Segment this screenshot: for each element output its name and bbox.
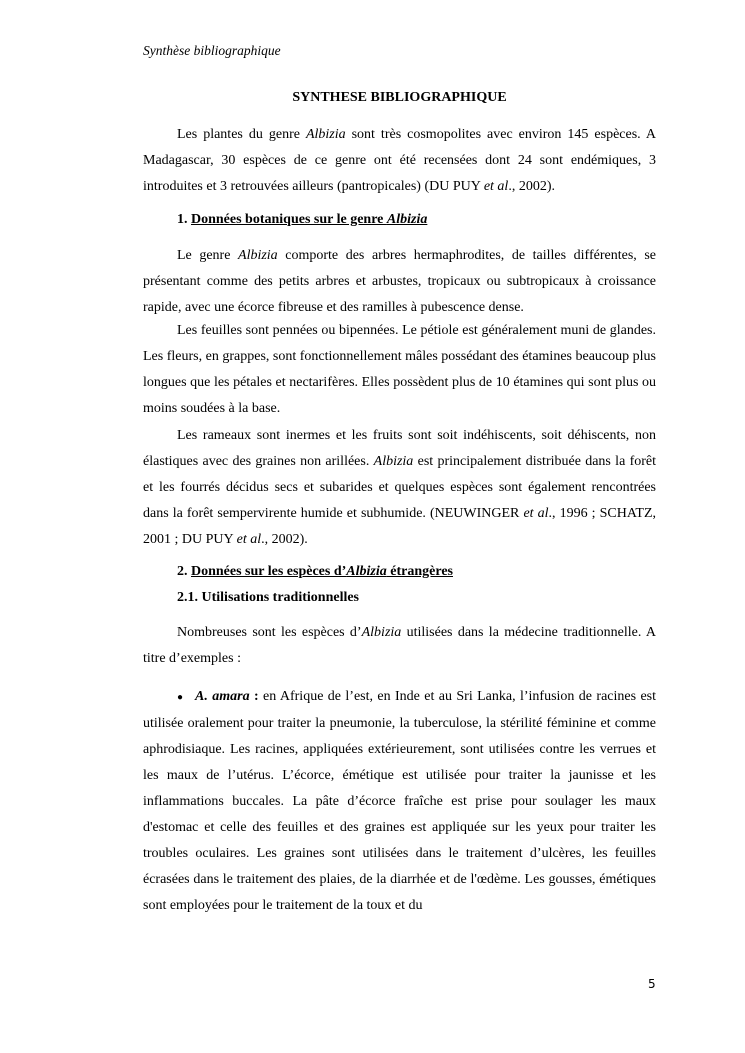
section-2-heading: 2. Données sur les espèces d’Albizia étrangères [177,564,453,579]
running-header: Synthèse bibliographique [143,43,281,58]
page-title: SYNTHESE BIBLIOGRAPHIQUE [292,90,507,105]
paragraph-leaves-flowers: Les feuilles sont pennées ou bipennées. Le pétiole est généralement muni de glandes. Les fleurs, en grappes, sont fonctionnellement mâles possédant des étamines beaucoup plus longues que les pétales et nectarifères. Elles possèdent plus de 10 étamines qui sont plus ou moins soudées à la base. [143,323,656,416]
section-2-1-heading: 2.1. Utilisations traditionnelles [177,590,360,605]
bullet-a-amara: ● A. amara : en Afrique de l’est, en Inde et au Sri Lanka, l’infusion de racines est utilisée oralement pour traiter la pneumonie, la tuberculose, la stérilité féminine et comme aphrodisiaque. Les racines, appliquées extérieurement, sont utilisées contre les verrues et les maux de l’utérus. L’écorce, émétique est utilisée pour traiter la jaunisse et les inflammations buccales. La pâte d’écorce fraîche est prise pour soulager les maux d'estomac et celle des feuilles et des graines est appliquée sur les yeux pour traiter les troubles oculaires. Les graines sont utilisées dans le traitement d’ulcères, les feuilles écrasées dans le traitement des plaies, de la diarrhée et de l'œdème. Les gousses, émétiques sont employées pour le traitement de la toux et du [143,684,656,919]
paragraph-branches-fruits: Les rameaux sont inermes et les fruits sont soit indéhiscents, soit déhiscents, non élastiques avec des graines non arillées. Albizia est principalement distribuée dans la forêt et les fourrés décidus secs et subarides et quelques espèces sont également rencontrées dans la forêt sempervirente humide et subhumide. (NEUWINGER et al., 1996 ; SCHATZ, 2001 ; DU PUY et al., 2002). [143,428,657,547]
section-1-heading: 1. Données botaniques sur le genre Albizia [177,212,428,227]
paragraph-botanical-description: Le genre Albizia comporte des arbres hermaphrodites, de tailles différentes, se présentant comme des petits arbres et arbustes, tropicaux ou subtropicaux à croissance rapide, avec une écorce fibreuse et des ramilles à pubescence dense. [143,248,657,315]
intro-paragraph: Les plantes du genre Albizia sont très cosmopolites avec environ 145 espèces. A Madagascar, 30 espèces de ce genre ont été recensées dont 24 sont endémiques, 3 introduites et 3 retrouvées ailleurs (pantropicales) (DU PUY et al., 2002). [143,127,656,194]
page-number: 5 [648,977,656,991]
bullet-icon: ● [177,692,184,703]
paragraph-traditional-uses-intro: Nombreuses sont les espèces d’Albizia utilisées dans la médecine traditionnelle. A titre d’exemples : [143,625,657,666]
